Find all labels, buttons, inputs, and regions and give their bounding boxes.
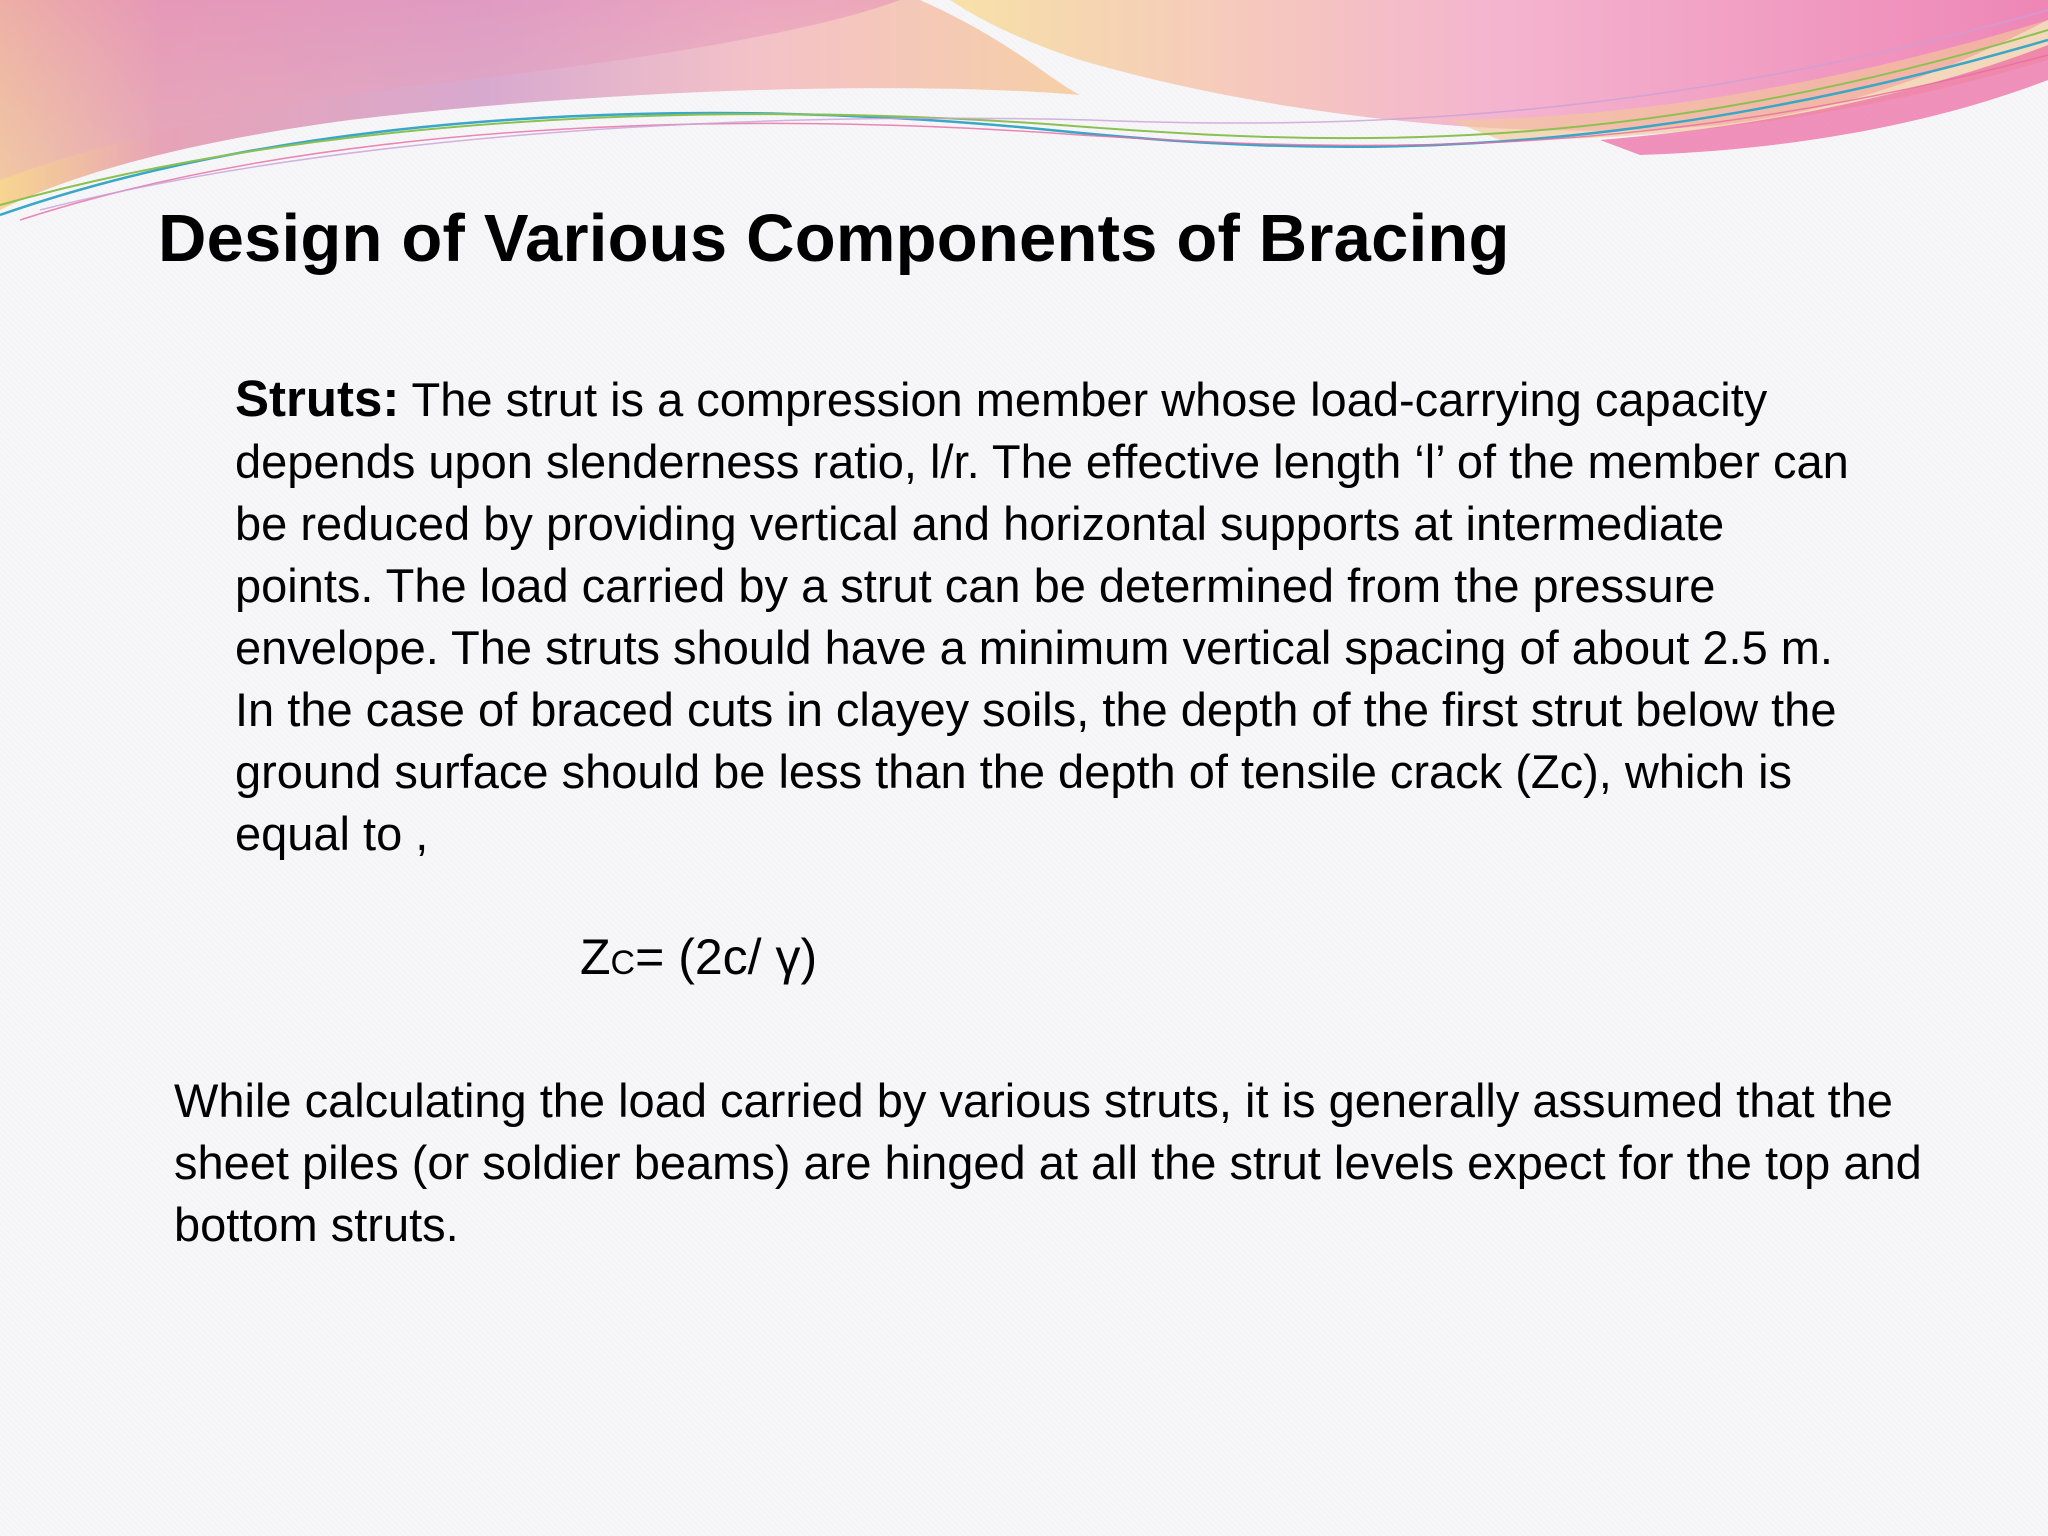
strut-load-note: While calculating the load carried by various struts, it is generally assumed that the sheet piles (or soldier beams) are hinged at all the strut levels expect for the top and bottom struts. (174, 1074, 1922, 1251)
slide-title: Design of Various Components of Bracing (158, 201, 1510, 276)
formula-base: Z (580, 929, 611, 985)
formula-rest: = (2c/ γ) (635, 929, 818, 985)
struts-label: Struts: (235, 370, 400, 427)
struts-text: The strut is a compression member whose load-carrying capacity depends upon slenderness ratio, l/r. The effective length ‘l’ of the member can be reduced by providing vertical and horizontal supports at intermediate points. The load carried by a strut can be determined from the pressure envelope. The struts should have a minimum vertical spacing of about 2.5 m. In the case of braced cuts in clayey soils, the depth of the first strut below the ground surface should be less than the depth of tensile crack (Zc), which is equal to , (235, 373, 1849, 860)
tensile-crack-formula (580, 928, 817, 986)
struts-paragraph (235, 368, 1875, 865)
formula-subscript: C (610, 944, 636, 982)
